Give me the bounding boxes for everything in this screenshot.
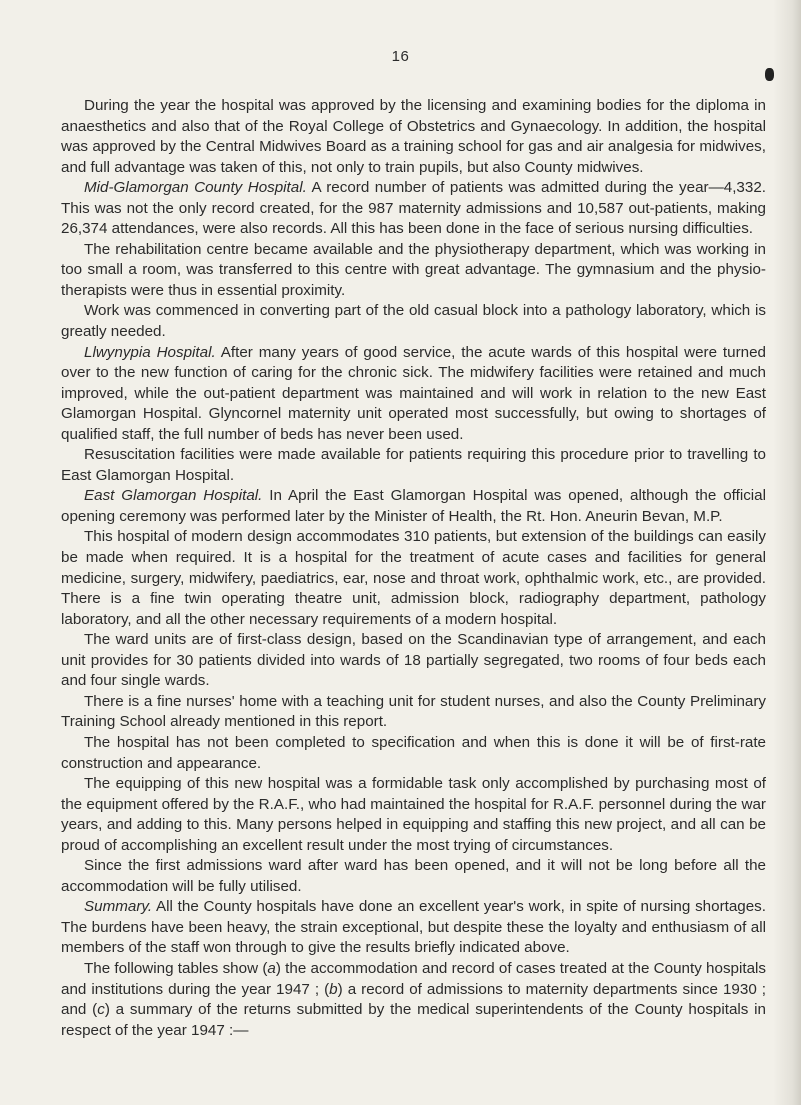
section-heading: Llwynypia Hospital. [84,343,216,361]
section-heading: East Glamorgan Hospital. [84,487,263,505]
paragraph: The ward units are of first-class design, based on the Scandinavian type of arrangement, and each unit provides for 30 patients divided into wards of 18 partially segregated, two rooms of four beds each and four single wards. [61,631,766,690]
paragraph: Work was commenced in converting part of the old casual block into a pathology laboratory, which is greatly needed. [61,302,766,341]
section-heading: Summary. [84,898,153,916]
paragraph: The rehabilitation centre became available and the physiotherapy department, which was working in too small a room, was transferred to this centre with great advantage. The gymnasium and the physio-therapists were thus in essential proximity. [61,240,766,299]
page-edge-shadow [773,0,801,1105]
paragraph: Llwynypia Hospital. After many years of good service, the acute wards of this hospital were turned over to the new function of caring for the chronic sick. The midwifery facilities were retained and much improved, while the out-patient department was maintained and will work in relation to the new East Glamorgan Hospital. Glyncornel maternity unit operated most successfully, but owing to shortages of qualified staff, the full number of beds has never been used. [61,343,766,443]
paragraph: During the year the hospital was approved by the licensing and examining bodies for the diploma in anaesthetics and also that of the Royal College of Obstetrics and Gynaecology. In addition, the hospital was approved by the Central Midwives Board as a training school for gas and air analgesia for midwives, and full advantage was taken of this, not only to train pupils, but also County midwives. [61,97,766,176]
section-heading: Mid-Glamorgan County Hospital. [84,179,307,197]
paragraph: There is a fine nurses' home with a teaching unit for student nurses, and also the County Preliminary Training School already mentioned in this report. [61,692,766,731]
paragraph: Resuscitation facilities were made available for patients requiring this procedure prior to travelling to East Glamorgan Hospital. [61,446,766,484]
binding-hole-mark [765,68,774,81]
paragraph: The equipping of this new hospital was a formidable task only accomplished by purchasing most of the equipment offered by the R.A.F., who had maintained the hospital for R.A.F. personnel during the war years, and adding to this. Many persons helped in equipping and staffing this new project, and all can be proud of accomplishing an excellent result under the most trying of circumstances. [61,775,766,854]
paragraph: This hospital of modern design accommodates 310 patients, but extension of the buildings can easily be made when required. It is a hospital for the treatment of acute cases and facilities for general medicine, surgery, midwifery, paediatrics, ear, nose and throat work, ophthalmic work, etc., are provided. There is a fine twin operating theatre unit, admission block, radiography department, pathology laboratory, and all the other necessary requirements of a modern hospital. [61,528,766,628]
paragraph: Summary. All the County hospitals have done an excellent year's work, in spite of nursing shortages. The burdens have been heavy, the strain exceptional, but despite these the loyalty and enthusiasm of all members of the staff won through to give the results briefly indicated above. [61,898,766,957]
paragraph: Since the first admissions ward after ward has been opened, and it will not be long before all the accommodation will be fully utilised. [61,857,766,895]
paragraph: The hospital has not been completed to specification and when this is done it will be of first-rate construction and appearance. [61,733,766,772]
paragraph: East Glamorgan Hospital. In April the East Glamorgan Hospital was opened, although the official opening ceremony was performed later by the Minister of Health, the Rt. Hon. Aneurin Bevan, M.P. [61,487,766,525]
paragraph: Mid-Glamorgan County Hospital. A record number of patients was admitted during the year—4,332. This was not the only record created, for the 987 maternity admissions and 10,587 out-patients, making 26,374 attendances, were also records. All this has been done in the face of serious nursing difficulties. [61,179,766,238]
page-number: 16 [391,48,410,65]
paragraph: The following tables show (a) the accommodation and record of cases treated at the County hospitals and institutions during the year 1947 ; (b) a record of admissions to maternity departments since 1930 ; and (c) a summary of the returns submitted by the medical superintendents of the County hospitals in respect of the year 1947 :— [61,959,767,1039]
body-text [61,96,766,1041]
